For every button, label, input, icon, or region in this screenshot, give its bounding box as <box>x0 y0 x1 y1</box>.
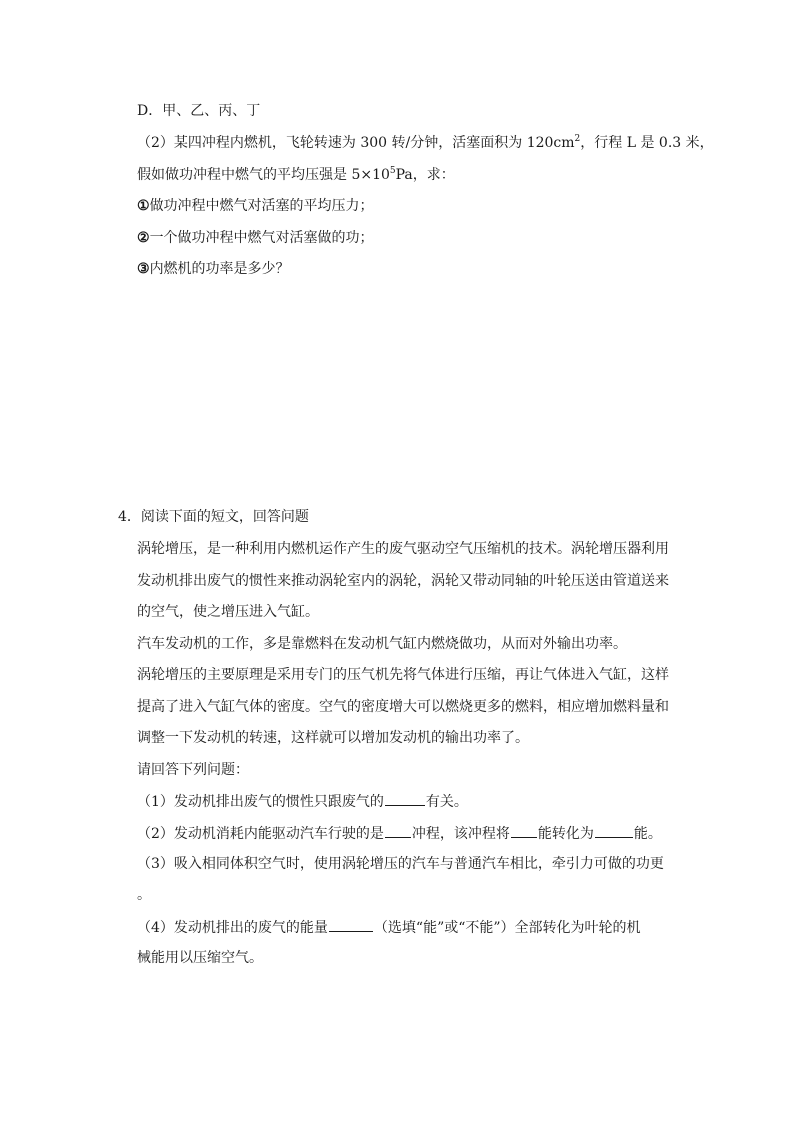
q4-sub2-c: 能转化为 <box>537 826 594 842</box>
q4-sub1 <box>137 791 468 812</box>
answer-blank-4[interactable] <box>595 823 633 838</box>
q4-heading: 4．阅读下面的短文，回答问题 <box>118 509 309 525</box>
q3-item-2 <box>137 228 374 248</box>
q3-part2-line2-sup: 5 <box>389 166 396 176</box>
q4-sub2-d: 能。 <box>633 826 662 842</box>
answer-blank-2[interactable] <box>385 823 411 838</box>
passage-line-7: 调整一下发动机的转速，这样就可以增加发动机的输出功率了。 <box>137 730 529 746</box>
q3-item-3 <box>137 259 290 279</box>
q4-sub2-a: （2）发动机消耗内能驱动汽车行驶的是 <box>137 826 384 842</box>
answer-blank-5[interactable] <box>329 917 373 932</box>
passage-line-5: 涡轮增压的主要原理是采用专门的压气机先将气体进行压缩，再让气体进入气缸，这样 <box>137 667 669 683</box>
q4-sub3-cont: 。 <box>137 887 151 903</box>
q3-part2-line2-a: 假如做功冲程中燃气的平均压强是 5×10 <box>137 167 390 183</box>
answer-blank-3[interactable] <box>511 823 537 838</box>
q3-part2-intro-sup: 2 <box>574 134 581 144</box>
passage-line-2: 发动机排出废气的惯性来推动涡轮室内的涡轮，涡轮又带动同轴的叶轮压送由管道送来 <box>137 573 669 589</box>
item-mark-3: ③ <box>137 261 150 277</box>
q4-sub4-cont: 械能用以压缩空气。 <box>137 950 263 966</box>
q4-sub4 <box>137 917 641 938</box>
q3-part2-intro-b: ，行程 L 是 0.3 米， <box>580 135 714 151</box>
q4-sub2-b: 冲程，该冲程将 <box>411 826 510 842</box>
q3-item-1 <box>137 196 374 216</box>
answer-blank-1[interactable] <box>385 791 425 806</box>
passage-line-4: 汽车发动机的工作，多是靠燃料在发动机气缸内燃烧做功，从而对外输出功率。 <box>137 636 627 652</box>
item-text-3: 内燃机的功率是多少？ <box>149 261 290 277</box>
q3-part2-line2-b: Pa，求： <box>395 167 455 183</box>
item-mark-1: ① <box>137 198 150 214</box>
q4-sub1-b: 有关。 <box>425 794 468 810</box>
q3-part2-intro-a: （2）某四冲程内燃机，飞轮转速为 300 转/分钟，活塞面积为 120cm <box>137 135 575 151</box>
passage-line-3: 的空气，使之增压进入气缸。 <box>137 604 319 620</box>
q4-sub4-b: （选填“能”或“不能”）全部转化为叶轮的机 <box>373 920 641 936</box>
q4-sub2 <box>137 823 662 844</box>
q3-part2-intro <box>137 133 714 153</box>
item-mark-2: ② <box>137 230 150 246</box>
q4-sub1-a: （1）发动机排出废气的惯性只跟废气的 <box>137 794 384 810</box>
passage-line-1: 涡轮增压，是一种利用内燃机运作产生的废气驱动空气压缩机的技术。涡轮增压器利用 <box>137 541 669 557</box>
q4-sub3: （3）吸入相同体积空气时，使用涡轮增压的汽车与普通汽车相比，牵引力可做的功更 <box>137 856 664 872</box>
item-text-2: 一个做功冲程中燃气对活塞做的功； <box>149 230 374 246</box>
option-d: D．甲、乙、丙、丁 <box>137 103 261 119</box>
item-text-1: 做功冲程中燃气对活塞的平均压力； <box>149 198 374 214</box>
passage-line-6: 提高了进入气缸气体的密度。空气的密度增大可以燃烧更多的燃料，相应增加燃料量和 <box>137 699 669 715</box>
q3-part2-line2 <box>137 165 455 185</box>
q4-prompt: 请回答下列问题： <box>137 762 249 778</box>
q4-sub4-a: （4）发动机排出的废气的能量 <box>137 920 328 936</box>
